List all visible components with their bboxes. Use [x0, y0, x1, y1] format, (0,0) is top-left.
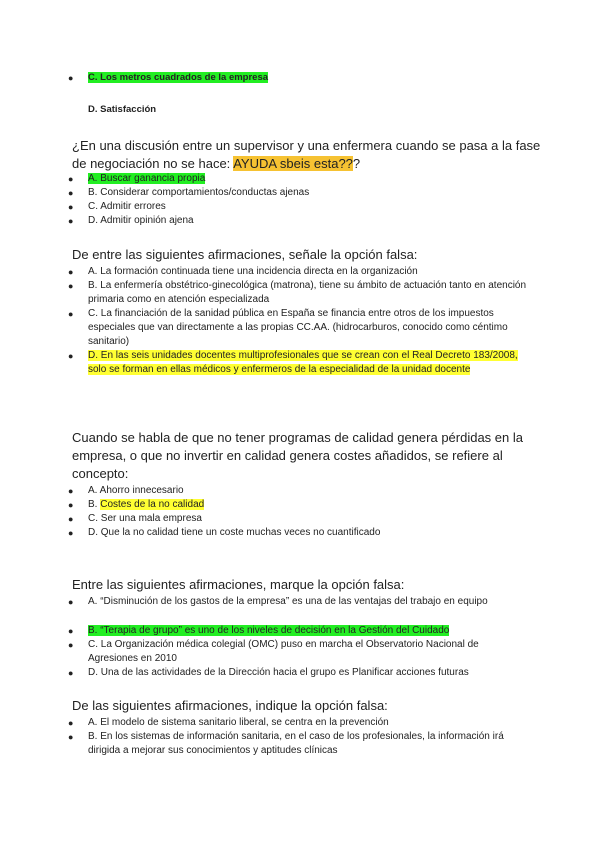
bullet-icon: ●: [68, 188, 74, 198]
q4-option-a: [68, 595, 528, 609]
top-option-d-text: D. Satisfacción: [88, 104, 157, 115]
q1-option-a-text: A. Buscar ganancia propia: [88, 173, 206, 184]
bullet-icon: ●: [68, 486, 74, 496]
bullet-icon: ●: [68, 309, 74, 319]
bullet-icon: ●: [68, 351, 74, 361]
q5-option-b: [68, 730, 528, 758]
top-option-c: [68, 71, 528, 85]
bullet-icon: ●: [68, 73, 74, 83]
bullet-icon: ●: [68, 718, 74, 728]
bullet-icon: ●: [68, 202, 74, 212]
q3-option-b-prefix: B.: [88, 499, 101, 510]
bullet-icon: ●: [68, 174, 74, 184]
q3-option-b-text: Costes de la no calidad: [100, 499, 205, 510]
q3-option-c: [68, 512, 528, 526]
q2-option-a-text: A. La formación continuada tiene una incidencia directa en la organización: [88, 266, 418, 277]
q4-option-d-text: D. Una de las actividades de la Dirección hacia el grupo es Planificar acciones futuras: [88, 667, 469, 678]
q3-option-d-text: D. Que la no calidad tiene un coste muchas veces no cuantificado: [88, 527, 381, 538]
q5-option-b-text: B. En los sistemas de información sanitaria, en el caso de los profesionales, la información irá dirigida a mejorar sus conocimientos y aptitudes clínicas: [88, 731, 504, 756]
q4-option-d: [68, 666, 528, 680]
q3-option-a: [68, 484, 528, 498]
q4-option-c-text: C. La Organización médica colegial (OMC) puso en marcha el Observatorio Nacional de Agresiones en 2010: [88, 639, 479, 664]
q3-option-a-text: A. Ahorro innecesario: [88, 485, 184, 496]
question-1-tail: ?: [352, 156, 361, 171]
bullet-icon: ●: [68, 528, 74, 538]
bullet-icon: ●: [68, 500, 74, 510]
bullet-icon: ●: [68, 668, 74, 678]
q2-option-b-text: B. La enfermería obstétrico-ginecológica (matrona), tiene su ámbito de actuación tanto en atención primaria como en atención especializada: [88, 280, 527, 305]
q4-option-c: [68, 638, 528, 666]
bullet-icon: ●: [68, 267, 74, 277]
question-1: [72, 137, 542, 173]
q4-option-b: [68, 624, 528, 638]
top-option-d: [88, 103, 528, 117]
question-1-text: ¿En una discusión entre un supervisor y una enfermera cuando se pasa a la fase de negociación no se hace:: [72, 138, 541, 171]
question-5: De las siguientes afirmaciones, indique la opción falsa:: [72, 698, 388, 713]
q1-option-c-text: C. Admitir errores: [88, 201, 166, 212]
bullet-icon: ●: [68, 640, 74, 650]
q5-option-a: [68, 716, 528, 730]
bullet-icon: ●: [68, 732, 74, 742]
question-3: Cuando se habla de que no tener programas de calidad genera pérdidas en la empresa, o que no invertir en calidad genera costes añadidos, se refiere al concepto:: [72, 430, 523, 481]
q1-option-c: [68, 200, 528, 214]
q3-option-c-text: C. Ser una mala empresa: [88, 513, 202, 524]
q1-option-b-text: B. Considerar comportamientos/conductas ajenas: [88, 187, 310, 198]
bullet-icon: ●: [68, 597, 74, 607]
bullet-icon: ●: [68, 514, 74, 524]
q3-option-b: [68, 498, 528, 512]
q4-option-a-text: A. “Disminución de los gastos de la empresa” es una de las ventajas del trabajo en equipo: [88, 596, 488, 607]
bullet-icon: ●: [68, 626, 74, 636]
q1-option-d: [68, 214, 528, 228]
q2-option-d: [68, 349, 528, 377]
q1-option-d-text: D. Admitir opinión ajena: [88, 215, 194, 226]
q3-option-d: [68, 526, 528, 540]
bullet-icon: ●: [68, 281, 74, 291]
question-1-note: AYUDA sbeis esta??: [233, 156, 353, 171]
q1-option-a: [68, 172, 528, 186]
top-option-c-text: C. Los metros cuadrados de la empresa: [88, 72, 269, 83]
q1-option-b: [68, 186, 528, 200]
q2-option-d-text: D. En las seis unidades docentes multiprofesionales que se crean con el Real Decreto 183/2008, solo se forman en ellas médicos y enfermeros de la especialidad de la unidad docente: [88, 350, 518, 375]
question-2: De entre las siguientes afirmaciones, señale la opción falsa:: [72, 247, 418, 262]
q4-option-b-text: B. “Terapia de grupo” es uno de los niveles de decisión en la Gestión del Cuidado: [88, 625, 450, 636]
q2-option-c: [68, 307, 528, 349]
q5-option-a-text: A. El modelo de sistema sanitario liberal, se centra en la prevención: [88, 717, 389, 728]
q2-option-a: [68, 265, 528, 279]
question-4: Entre las siguientes afirmaciones, marque la opción falsa:: [72, 577, 405, 592]
q2-option-c-text: C. La financiación de la sanidad pública en España se financia entre otros de los impuestos especiales que van directamente a las propias CC.AA. (hidrocarburos, conocido como céntimo sanitario): [88, 308, 508, 347]
bullet-icon: ●: [68, 216, 74, 226]
q2-option-b: [68, 279, 528, 307]
